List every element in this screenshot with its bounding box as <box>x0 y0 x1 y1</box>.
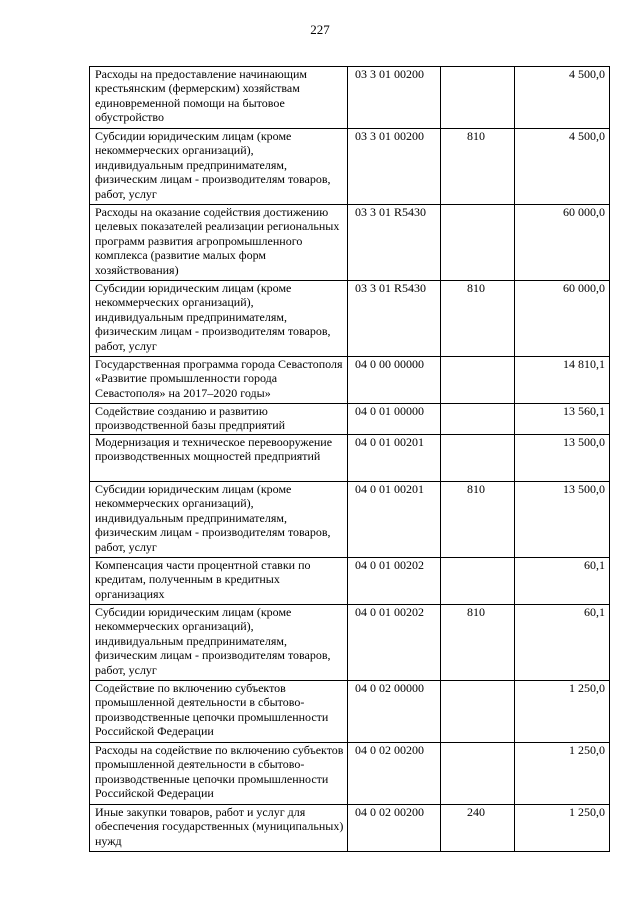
row-amount: 1 250,0 <box>515 743 610 805</box>
row-name: Содействие созданию и развитию производственной базы предприятий <box>90 404 348 435</box>
row-name: Государственная программа города Севастополя «Развитие промышленности города Севастополя» на 2017–2020 годы» <box>90 357 348 404</box>
row-code: 04 0 00 00000 <box>348 357 441 404</box>
table-row <box>90 357 610 404</box>
row-amount: 60,1 <box>515 558 610 605</box>
row-amount: 13 500,0 <box>515 435 610 482</box>
row-name: Субсидии юридическим лицам (кроме некоммерческих организаций), индивидуальным предпринимателям, физическим лицам - производителям товаров, работ, услуг <box>90 281 348 357</box>
row-name: Расходы на оказание содействия достижению целевых показателей реализации региональных программ развития агропромышленного комплекса (развитие малых форм хозяйствования) <box>90 205 348 281</box>
row-amount: 60,1 <box>515 605 610 681</box>
row-vr <box>441 404 515 435</box>
row-code: 03 3 01 R5430 <box>348 205 441 281</box>
row-vr <box>441 681 515 743</box>
row-vr: 810 <box>441 482 515 558</box>
table-row <box>90 482 610 558</box>
row-code: 04 0 01 00202 <box>348 558 441 605</box>
table-row <box>90 281 610 357</box>
row-code: 04 0 02 00200 <box>348 743 441 805</box>
row-vr: 810 <box>441 129 515 205</box>
table-row <box>90 435 610 482</box>
table-row <box>90 129 610 205</box>
row-amount: 13 560,1 <box>515 404 610 435</box>
row-code: 03 3 01 00200 <box>348 67 441 129</box>
row-name: Модернизация и техническое перевооружение производственных мощностей предприятий <box>90 435 348 482</box>
row-code: 03 3 01 00200 <box>348 129 441 205</box>
row-amount: 60 000,0 <box>515 205 610 281</box>
row-vr <box>441 357 515 404</box>
row-code: 04 0 01 00201 <box>348 482 441 558</box>
row-code: 04 0 01 00000 <box>348 404 441 435</box>
page-number: 227 <box>310 22 330 37</box>
row-name: Содействие по включению субъектов промышленной деятельности в сбытово-производственные цепочки промышленности Российской Федерации <box>90 681 348 743</box>
table-row <box>90 805 610 852</box>
row-name: Расходы на предоставление начинающим крестьянским (фермерским) хозяйствам единовременной помощи на бытовое обустройство <box>90 67 348 129</box>
table-row <box>90 681 610 743</box>
row-vr: 810 <box>441 605 515 681</box>
row-amount: 14 810,1 <box>515 357 610 404</box>
row-vr: 240 <box>441 805 515 852</box>
row-vr <box>441 67 515 129</box>
row-amount: 4 500,0 <box>515 129 610 205</box>
row-vr <box>441 435 515 482</box>
row-name: Расходы на содействие по включению субъектов промышленной деятельности в сбытово-производственные цепочки промышленности Российской Федерации <box>90 743 348 805</box>
row-vr: 810 <box>441 281 515 357</box>
table-row <box>90 67 610 129</box>
table-row <box>90 205 610 281</box>
row-vr <box>441 205 515 281</box>
row-name: Субсидии юридическим лицам (кроме некоммерческих организаций), индивидуальным предпринимателям, физическим лицам - производителям товаров, работ, услуг <box>90 605 348 681</box>
row-code: 04 0 02 00200 <box>348 805 441 852</box>
row-amount: 1 250,0 <box>515 681 610 743</box>
row-code: 03 3 01 R5430 <box>348 281 441 357</box>
row-name: Субсидии юридическим лицам (кроме некоммерческих организаций), индивидуальным предпринимателям, физическим лицам - производителям товаров, работ, услуг <box>90 482 348 558</box>
budget-table-body <box>90 67 610 852</box>
row-name: Субсидии юридическим лицам (кроме некоммерческих организаций), индивидуальным предпринимателям, физическим лицам - производителям товаров, работ, услуг <box>90 129 348 205</box>
row-name: Иные закупки товаров, работ и услуг для обеспечения государственных (муниципальных) нужд <box>90 805 348 852</box>
row-code: 04 0 01 00202 <box>348 605 441 681</box>
table-row <box>90 404 610 435</box>
row-amount: 4 500,0 <box>515 67 610 129</box>
row-name: Компенсация части процентной ставки по кредитам, полученным в кредитных организациях <box>90 558 348 605</box>
row-amount: 60 000,0 <box>515 281 610 357</box>
budget-table <box>89 66 610 852</box>
row-vr <box>441 743 515 805</box>
row-code: 04 0 02 00000 <box>348 681 441 743</box>
row-code: 04 0 01 00201 <box>348 435 441 482</box>
table-row <box>90 558 610 605</box>
row-amount: 13 500,0 <box>515 482 610 558</box>
table-row <box>90 743 610 805</box>
row-vr <box>441 558 515 605</box>
row-amount: 1 250,0 <box>515 805 610 852</box>
table-row <box>90 605 610 681</box>
